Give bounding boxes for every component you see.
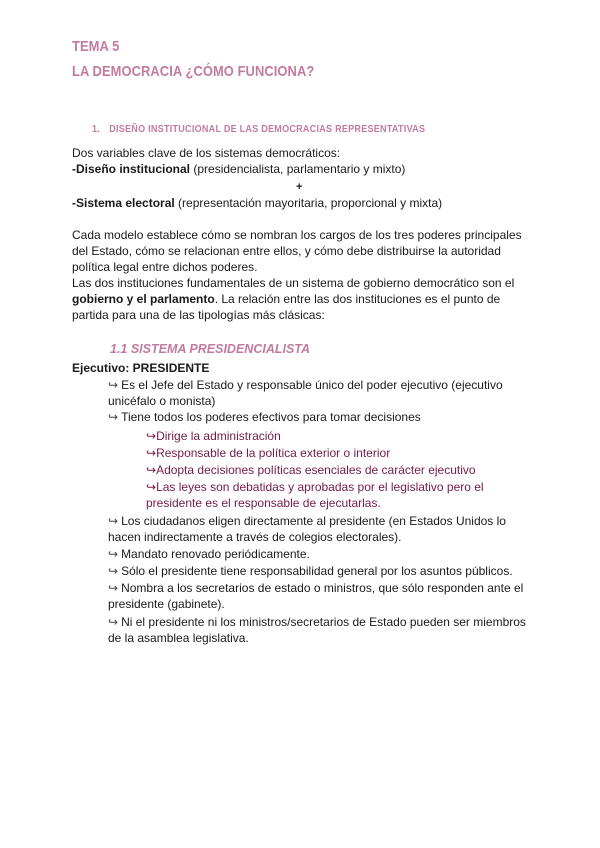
subsection-heading: 1.1 SISTEMA PRESIDENCIALISTA (110, 342, 311, 356)
sub-list-item: ↪Las leyes son debatidas y aprobadas por el legislativo pero el presidente es el responsable de ejecutarlas. (146, 480, 484, 511)
doc-title-line-2: LA DEMOCRACIA ¿CÓMO FUNCIONA? (72, 63, 315, 80)
hook-arrow-icon: ↪ (146, 429, 157, 443)
list-item: ↪ Sólo el presidente tiene responsabilidad general por los asuntos públicos. (108, 564, 513, 578)
section-title: DISEÑO INSTITUCIONAL DE LAS DEMOCRACIAS REPRESENTATIVAS (109, 123, 426, 135)
variable-2-detail: (representación mayoritaria, proporcional y mixta) (174, 196, 443, 210)
variable-1-detail: (presidencialista, parlamentario y mixto) (190, 162, 406, 176)
hook-arrow-icon: ↪ (146, 463, 157, 477)
paragraph-2-bold: gobierno y el parlamento (72, 292, 215, 307)
variable-1-label: -Diseño institucional (72, 162, 191, 176)
list-item: ↪ Tiene todos los poderes efectivos para tomar decisiones (108, 410, 421, 424)
hook-arrow-icon: ↪ (108, 564, 119, 578)
executive-label: Ejecutivo: PRESIDENTE (72, 361, 210, 375)
list-item: ↪ Es el Jefe del Estado y responsable único del poder ejecutivo (ejecutivo unicéfalo o monista) (108, 378, 503, 409)
doc-title-line-1: TEMA 5 (72, 38, 120, 55)
hook-arrow-icon: ↪ (108, 615, 119, 629)
hook-arrow-icon: ↪ (108, 378, 119, 392)
paragraph-2-end: . La relación entre las dos instituciones es el punto de partida para una de las tipologías más clásicas: (72, 292, 501, 323)
section-number: 1. (92, 123, 101, 135)
sub-list-item: ↪Dirige la administración (146, 429, 281, 443)
list-item: ↪ Mandato renovado periódicamente. (108, 547, 310, 561)
hook-arrow-icon: ↪ (146, 480, 157, 494)
list-item: ↪ Nombra a los secretarios de estado o ministros, que sólo responden ante el presidente (gabinete). (108, 581, 524, 612)
variable-1 (72, 161, 405, 177)
hook-arrow-icon: ↪ (108, 514, 119, 528)
list-item: ↪ Ni el presidente ni los ministros/secretarios de Estado pueden ser miembros de la asamblea legislativa. (108, 615, 526, 646)
paragraph-2 (72, 275, 532, 324)
sub-list-item: ↪Responsable de la política exterior o interior (146, 446, 391, 460)
paragraph-1: Cada modelo establece cómo se nombran los cargos de los tres poderes principales del Estado, cómo se relacionan entre ellos, y cómo debe distribuirse la autoridad política legal entre dichos poderes. (72, 228, 522, 275)
variable-2 (72, 195, 442, 211)
section-heading (92, 123, 425, 135)
paragraph-2-start: Las dos instituciones fundamentales de un sistema de gobierno democrático son el (72, 276, 515, 290)
intro-text: Dos variables clave de los sistemas democráticos: (72, 146, 341, 160)
hook-arrow-icon: ↪ (146, 446, 157, 460)
hook-arrow-icon: ↪ (108, 410, 119, 424)
sub-list-item: ↪Adopta decisiones políticas esenciales de carácter ejecutivo (146, 463, 476, 477)
plus-sign: + (296, 181, 303, 193)
hook-arrow-icon: ↪ (108, 547, 119, 561)
list-item: ↪ Los ciudadanos eligen directamente al presidente (en Estados Unidos lo hacen indirectamente a través de colegios electorales). (108, 514, 506, 545)
variable-2-label: -Sistema electoral (72, 196, 175, 210)
hook-arrow-icon: ↪ (108, 581, 119, 595)
